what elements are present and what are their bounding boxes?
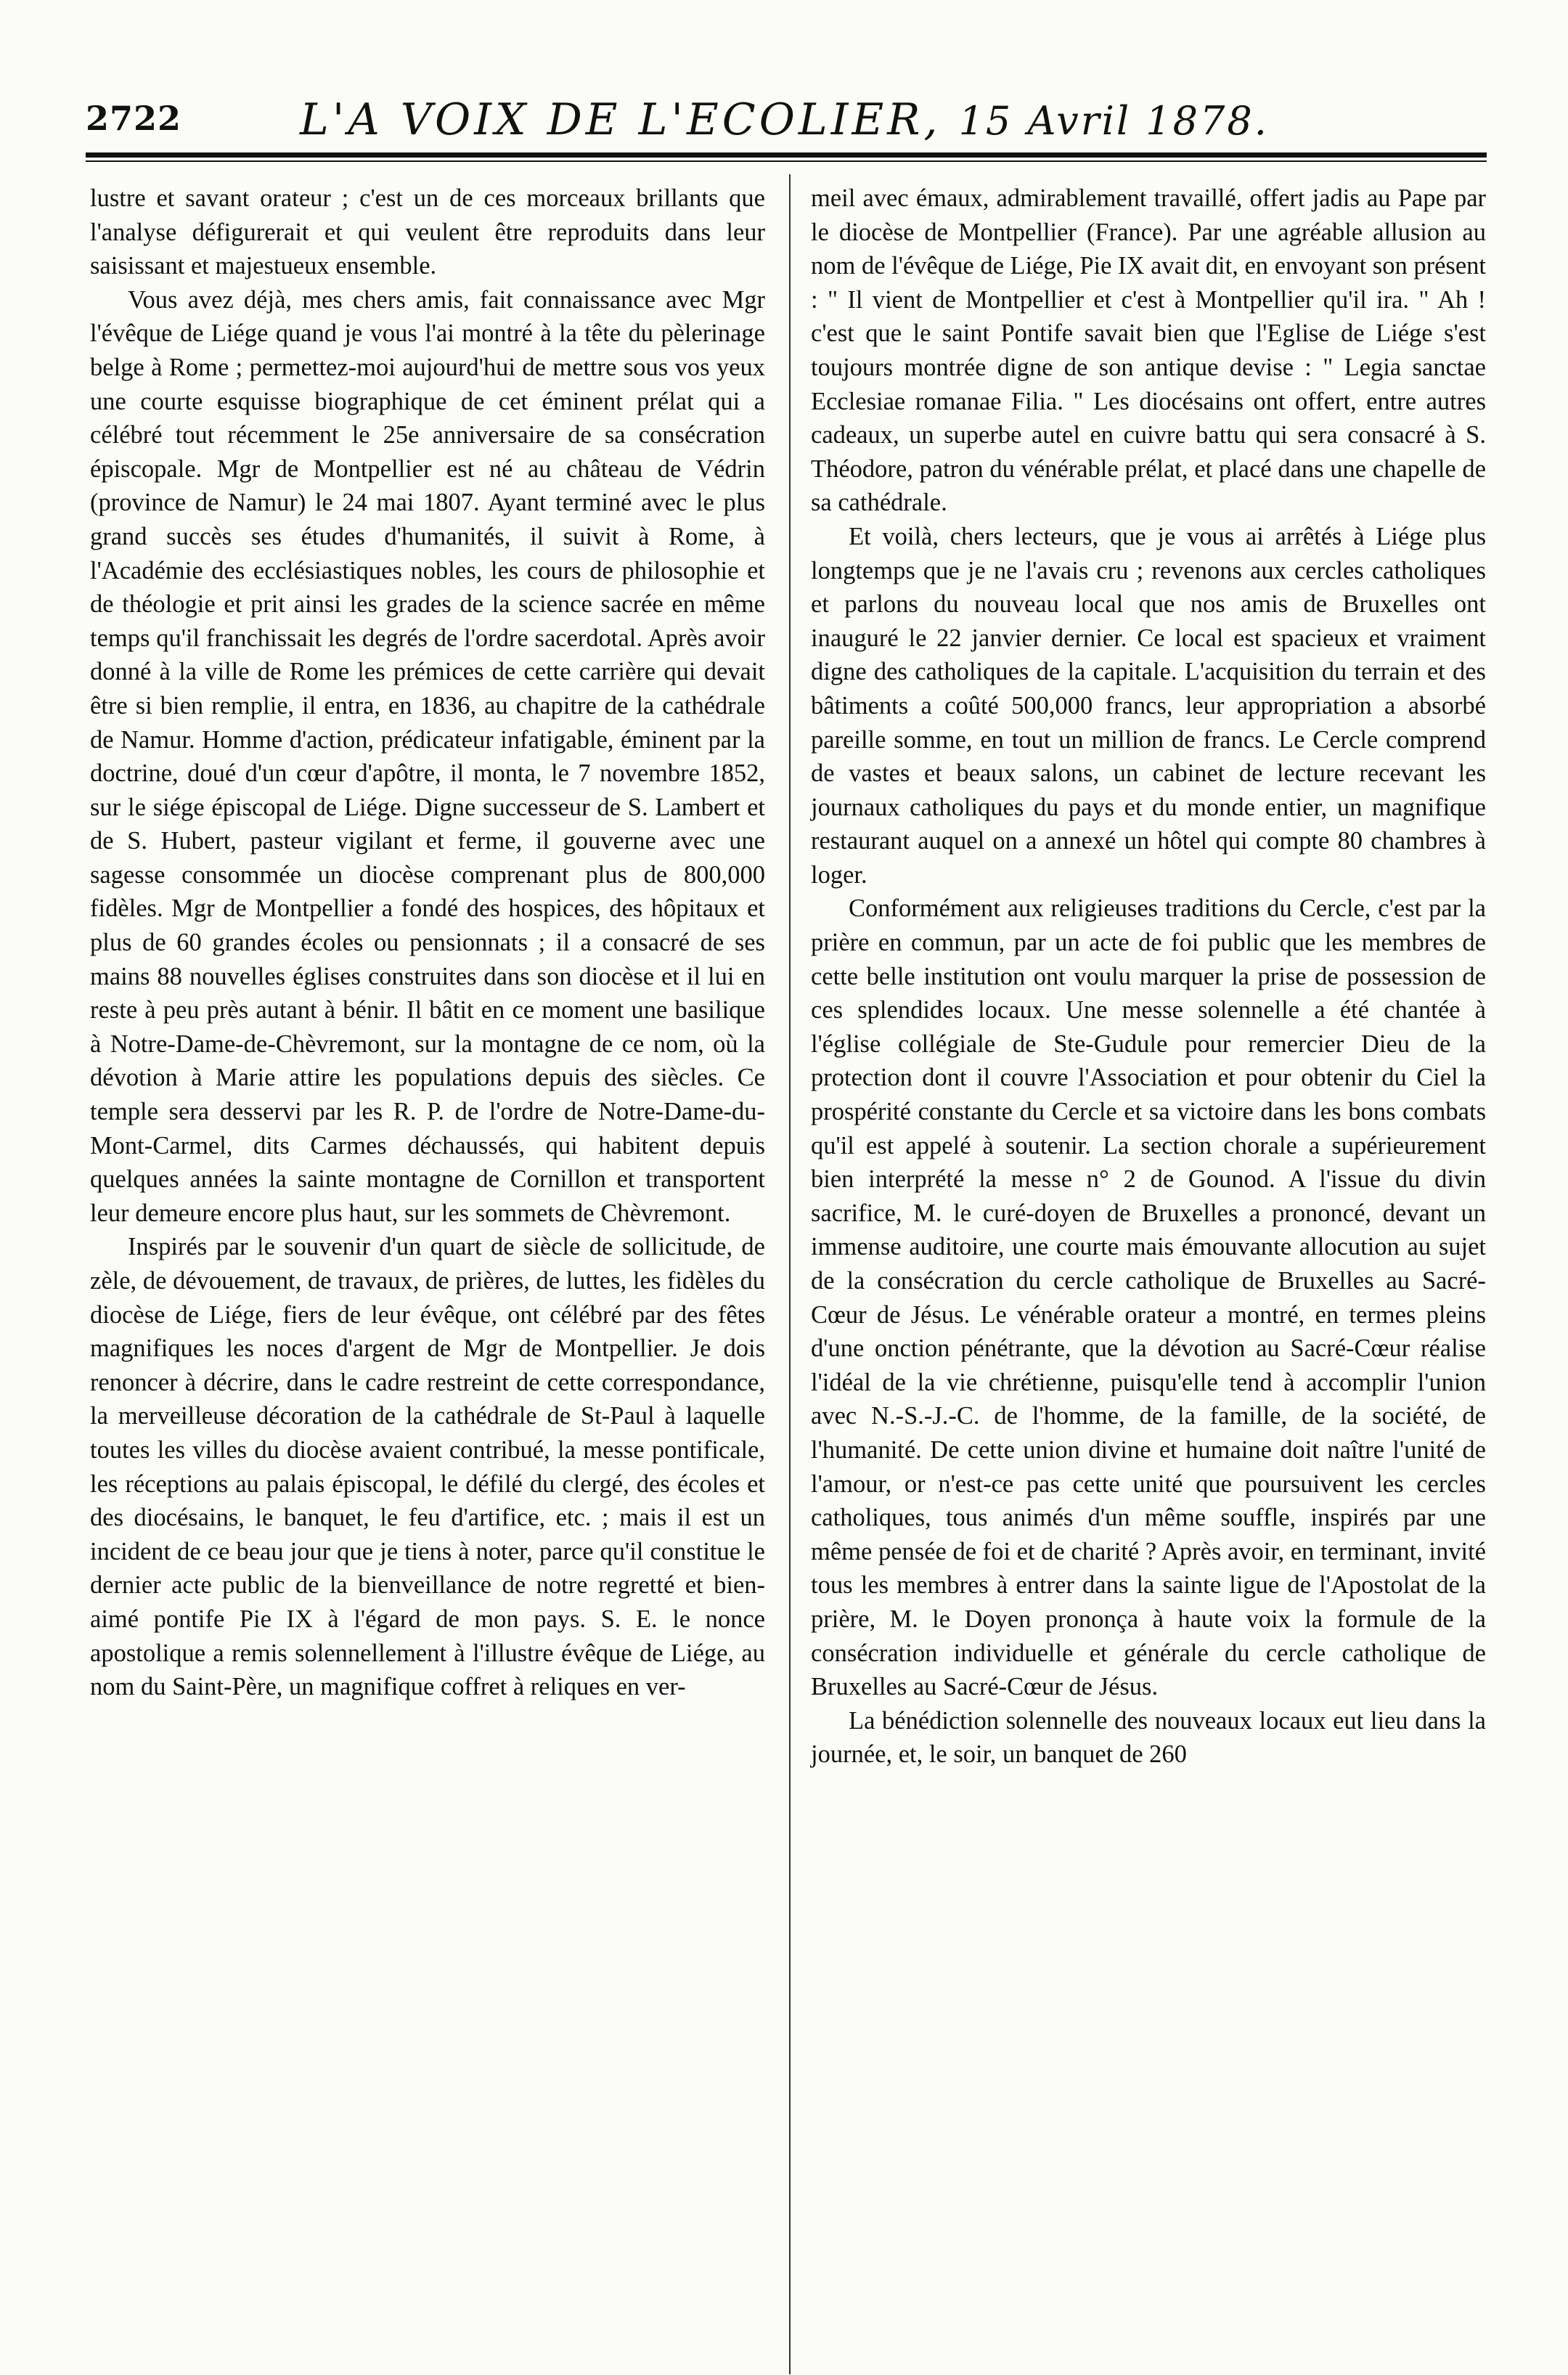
paragraph: meil avec émaux, admirablement travaillé, offert jadis au Pape par le diocèse de Montpellier (France). Par une agréable allusion au nom de l'évêque de Liége, Pie IX avait dit, en envoyant son présent : " Il vient de Montpellier et c'est à Montpellier qu'il ira. " Ah ! c'est que le saint Pontife savait bien que l'Eglise de Liége s'est toujours montrée digne de son antique devise : " Legia sanctae Ecclesiae romanae Filia. " Les diocésains ont offert, entre autres cadeaux, un superbe autel en cuivre battu qui sera consacré à S. Théodore, patron du vénérable prélat, et placé dans une chapelle de sa cathédrale. — [811, 184, 1486, 517]
column-divider — [789, 174, 791, 2374]
paragraph: Inspirés par le souvenir d'un quart de siècle de sollicitude, de zèle, de dévouement, de travaux, de prières, de luttes, les fidèles du diocèse de Liége, fiers de leur évêque, ont célébré par des fêtes magnifiques les noces d'argent de Mgr de Montpellier. Je dois renoncer à décrire, dans le cadre restreint de cette correspondance, la merveilleuse décoration de la cathédrale de St-Paul à laquelle toutes les villes du diocèse avaient contribué, la messe pontificale, les réceptions au palais épiscopal, le défilé du clergé, des écoles et des diocésains, le banquet, le feu d'artifice, etc. ; mais il est un incident de ce beau jour que je tiens à noter, parce qu'il constitue le dernier acte public de la bienveillance de notre regretté et bien-aimé pontife Pie IX à l'égard de mon pays. S. E. le nonce apostolique a remis solennellement à l'illustre évêque de Liége, au nom du Saint-Père, un magnifique coffret à reliques en ver- — [90, 1233, 765, 1701]
masthead-name: L'A VOIX DE L'ECOLIER, — [300, 94, 942, 145]
header-rule-thin — [86, 160, 1487, 162]
paragraph: Vous avez déjà, mes chers amis, fait connaissance avec Mgr l'évêque de Liége quand je vous l'ai montré à la tête du pèlerinage belge à Rome ; permettez-moi aujourd'hui de mettre sous vos yeux une courte esquisse biographique de cet éminent prélat qui a célébré tout récemment le 25e anniversaire de sa consécration épiscopale. Mgr de Montpellier est né au château de Védrin (province de Namur) le 24 mai 1807. Ayant terminé avec le plus grand succès ses études d'humanités, il suivit à Rome, à l'Académie des ecclésiastiques nobles, les cours de philosophie et de théologie et prit ainsi les grades de la science sacrée en même temps qu'il franchissait les degrés de l'ordre sacerdotal. Après avoir donné à la ville de Rome les prémices de cette carrière qui devait être si bien remplie, il entra, en 1836, au chapitre de la cathédrale de Namur. Homme d'action, prédicateur infatigable, éminent par la doctrine, doué d'un cœur d'apôtre, il monta, le 7 novembre 1852, sur le siége épiscopal de Liége. Digne successeur de S. Lambert et de S. Hubert, pasteur vigilant et ferme, il gouverne avec une sagesse consommée un diocèse comprenant plus de 800,000 fidèles. Mgr de Montpellier a fondé des hospices, des hôpitaux et plus de 60 grandes écoles ou pensionnats ; il a consacré de ses mains 88 nouvelles églises construites dans son diocèse et il lui en reste à peu près autant à bénir. Il bâtit en ce moment une basilique à Notre-Dame-de-Chèvremont, sur la montagne de ce nom, où la dévotion à Marie attire les populations depuis des siècles. Ce temple sera desservi par les R. P. de l'ordre de Notre-Dame-du-Mont-Carmel, dits Carmes déchaussés, qui habitent depuis quelques années la sainte montagne de Cornillon et transportent leur demeure encore plus haut, sur les sommets de Chèvremont. — [90, 285, 765, 1227]
page-number: 2722 — [86, 99, 182, 138]
left-column — [90, 182, 765, 1704]
header-rule-thick — [86, 152, 1487, 158]
right-column — [811, 182, 1486, 1772]
issue-date: 15 Avril 1878. — [958, 98, 1269, 144]
masthead-title — [300, 94, 1269, 145]
page-header — [86, 94, 1487, 160]
paragraph: La bénédiction solennelle des nouveaux locaux eut lieu dans la journée, et, le soir, un banquet de 260 — [811, 1706, 1486, 1769]
paragraph: Conformément aux religieuses traditions du Cercle, c'est par la prière en commun, par un acte de foi public que les membres de cette belle institution ont voulu marquer la prise de possession de ces splendides locaux. Une messe solennelle a été chantée à l'église collégiale de Ste-Gudule pour remercier Dieu de la protection dont il couvre l'Association et pour obtenir du Ciel la prospérité constante du Cercle et sa victoire dans les bons combats qu'il est appelé à soutenir. La section chorale a supérieurement bien interprété la messe n° 2 de Gounod. A l'issue du divin sacrifice, M. le curé-doyen de Bruxelles a prononcé, devant un immense auditoire, une courte mais émouvante allocution au sujet de la consécration du cercle catholique de Bruxelles au Sacré-Cœur de Jésus. Le vénérable orateur a montré, en termes pleins d'une onction pénétrante, que la dévotion au Sacré-Cœur réalise l'idéal de la vie chrétienne, puisqu'elle tend à accomplir l'union avec N.-S.-J.-C. de l'homme, de la famille, de la société, de l'humanité. De cette union divine et humaine doit naître l'unité de l'amour, or n'est-ce pas cette unité que poursuivent les cercles catholiques, tous animés d'un même souffle, inspirés par une même pensée de foi et de charité ? Après avoir, en terminant, invité tous les membres à entrer dans la sainte ligue de l'Apostolat de la prière, M. le Doyen prononça à haute voix la formule de la consécration individuelle et générale du cercle catholique de Bruxelles au Sacré-Cœur de Jésus. — [811, 895, 1486, 1701]
paragraph: Et voilà, chers lecteurs, que je vous ai arrêtés à Liége plus longtemps que je ne l'avais cru ; revenons aux cercles catholiques et parlons du nouveau local que nos amis de Bruxelles ont inauguré le 22 janvier dernier. Ce local est spacieux et vraiment digne des catholiques de la capitale. L'acquisition du terrain et des bâtiments a coûté 500,000 francs, leur appropriation a absorbé pareille somme, en tout un million de francs. Le Cercle comprend de vastes et beaux salons, un cabinet de lecture recevant les journaux catholiques du pays et du monde entier, un magnifique restaurant auquel on a annexé un hôtel qui compte 80 chambres à loger. — [811, 522, 1486, 889]
paragraph: lustre et savant orateur ; c'est un de ces morceaux brillants que l'analyse défigurerait et qui veulent être reproduits dans leur saisissant et majestueux ensemble. — [90, 184, 765, 280]
